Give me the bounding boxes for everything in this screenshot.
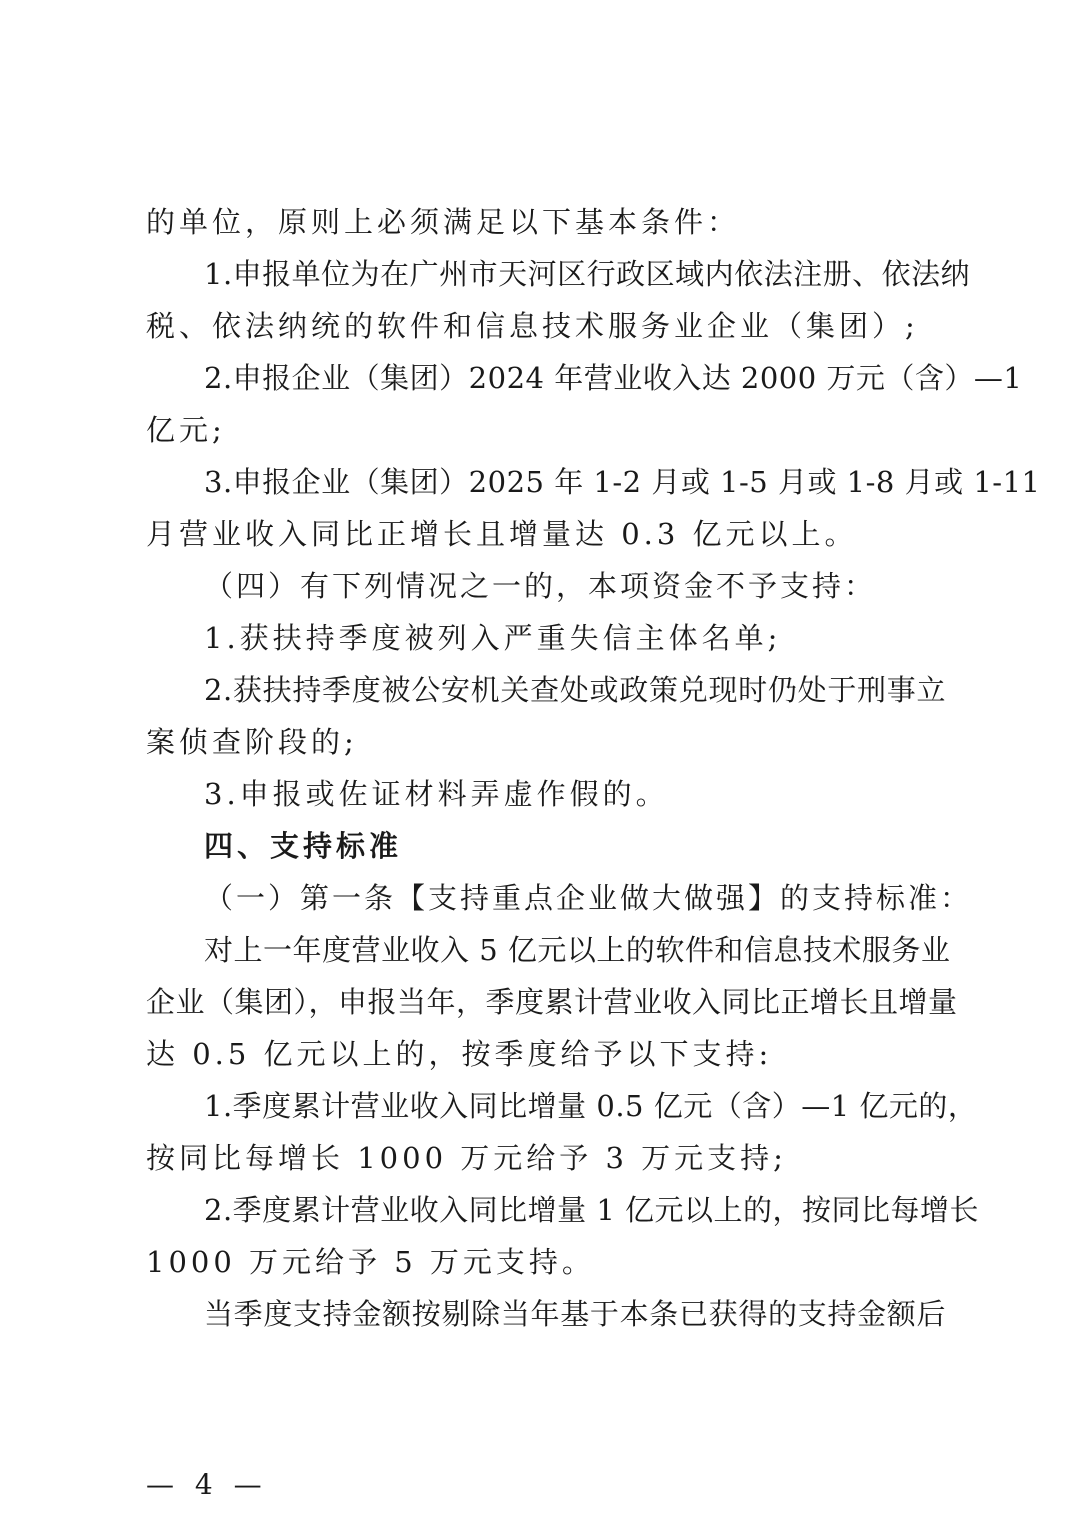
line-condition-1a: 1.申报单位为在广州市天河区行政区域内依法注册、依法纳: [204, 257, 971, 291]
line-tier-2a: 2.季度累计营业收入同比增量 1 亿元以上的，按同比每增长: [204, 1193, 980, 1227]
subheading-exclusions: （四）有下列情况之一的，本项资金不予支持：: [204, 569, 877, 603]
line-tier-1a: 1.季度累计营业收入同比增量 0.5 亿元（含）—1 亿元的，: [204, 1089, 978, 1123]
line-conditions-intro: 的单位，原则上必须满足以下基本条件：: [146, 205, 741, 239]
line-standard-para-c: 达 0.5 亿元以上的，按季度给予以下支持:: [146, 1037, 773, 1071]
subheading-article-1-standard: （一）第一条【支持重点企业做大做强】的支持标准：: [204, 881, 973, 915]
line-exclusion-1: 1.获扶持季度被列入严重失信主体名单;: [204, 621, 782, 655]
line-condition-3a: 3.申报企业（集团）2025 年 1-2 月或 1-5 月或 1-8 月或 1-11: [204, 465, 1041, 499]
page-number: — 4 —: [146, 1468, 268, 1501]
line-tier-2b: 1000 万元给予 5 万元支持。: [146, 1245, 595, 1279]
line-standard-para-b: 企业（集团），申报当年，季度累计营业收入同比正增长且增量: [146, 985, 958, 1019]
line-standard-para-a: 对上一年度营业收入 5 亿元以上的软件和信息技术服务业: [204, 933, 951, 967]
line-exclusion-2b: 案侦查阶段的;: [146, 725, 358, 759]
line-tier-1b: 按同比每增长 1000 万元给予 3 万元支持;: [146, 1141, 787, 1175]
line-condition-2a: 2.申报企业（集团）2024 年营业收入达 2000 万元（含）—1: [204, 361, 1023, 395]
line-exclusion-3: 3.申报或佐证材料弄虚作假的。: [204, 777, 669, 811]
line-condition-2b: 亿元;: [146, 413, 226, 447]
section-heading-support-standards: 四、支持标准: [204, 829, 403, 863]
line-quarterly-amount: 当季度支持金额按剔除当年基于本条已获得的支持金额后: [204, 1297, 946, 1331]
line-exclusion-2a: 2.获扶持季度被公安机关查处或政策兑现时仍处于刑事立: [204, 673, 946, 707]
line-condition-1b: 税、依法纳统的软件和信息技术服务业企业（集团）;: [146, 309, 919, 343]
line-condition-3b: 月营业收入同比正增长且增量达 0.3 亿元以上。: [146, 517, 858, 551]
